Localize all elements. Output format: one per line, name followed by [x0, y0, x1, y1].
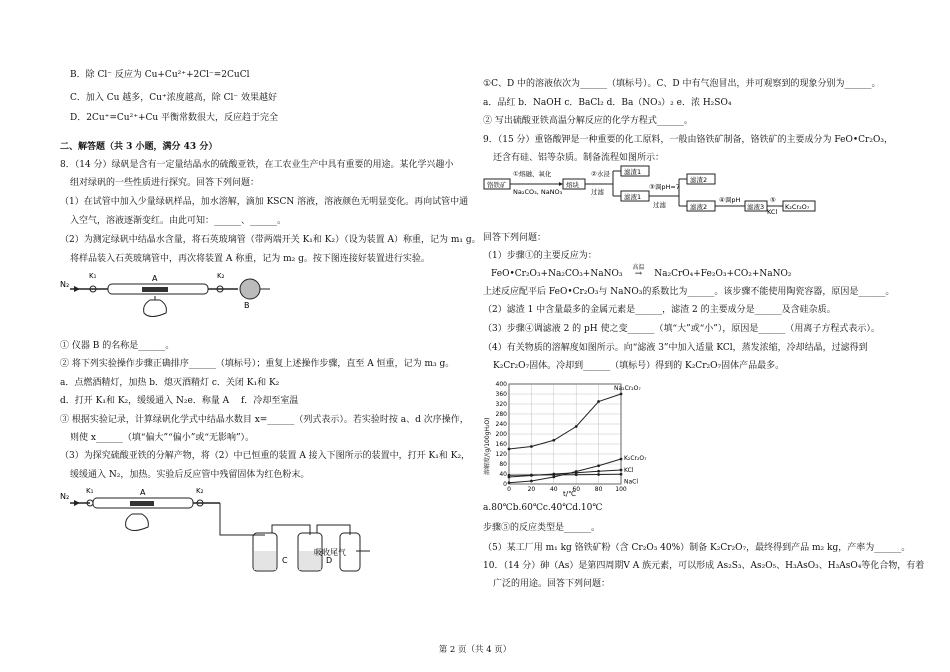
chart-y-label: 溶解度/(g/100gH₂O) — [484, 417, 491, 475]
option-d: D．2Cu⁺=Cu²⁺+Cu 平衡常数很大，反应趋于完全 — [70, 113, 279, 123]
fig2-a-label: A — [140, 488, 146, 497]
flow-step2-filter: 过滤 — [591, 188, 604, 196]
equation-arrow: 高温 → — [625, 268, 651, 280]
fig2-n2-label: N₂ — [60, 492, 70, 501]
apparatus-figure-1 — [60, 270, 290, 330]
q8-cd-options: a．品红 b．NaOH c．BaCl₂ d．Ba（NO₃）₂ e．浓 H₂SO₄ — [483, 98, 732, 108]
flow-step4-label: ④调pH — [719, 196, 741, 204]
drying-tube-b-icon — [240, 279, 260, 299]
chart-series-label: NaCl — [624, 478, 639, 486]
chart-y-tick: 160 — [495, 441, 507, 448]
q8-steps-1: a．点燃酒精灯，加热 b．熄灭酒精灯 c．关闭 K₁和 K₂ — [60, 378, 280, 388]
flow-melt: 熔块 — [566, 181, 579, 189]
q9-part4-b: K₂Cr₂O₇固体。冷却到______（填标号）得到的 K₂Cr₂O₇固体产品最多。 — [493, 361, 785, 371]
q8-part2-a: （2）为测定绿矾中结晶水含量，将石英玻璃管（带两端开关 K₁和 K₂）（设为装置 A）称重，记为 m₁ g。 — [60, 235, 481, 245]
flow-step5-label: ⑤ — [770, 196, 776, 204]
flow-kcl: KCl — [767, 208, 778, 216]
flow-filtrate-3: 滤液3 — [747, 203, 765, 211]
chart-series-label: K₂Cr₂O₇ — [624, 455, 647, 462]
chart-y-tick: 0 — [503, 481, 507, 488]
q9-equation — [491, 264, 792, 280]
sample-icon — [142, 287, 168, 292]
fig2-lamp-icon — [126, 514, 149, 531]
chart-x-tick: 80 — [594, 486, 603, 493]
fig2-d-label: D — [326, 556, 333, 565]
q8-part1-a: （1）在试管中加入少量绿矾样品，加水溶解，滴加 KSCN 溶液，溶液颜色无明显变化。再向试管中通 — [60, 197, 469, 207]
chart-x-tick: 0 — [507, 486, 511, 493]
chart-y-tick: 280 — [495, 411, 507, 418]
fig1-k1-label: K₁ — [89, 272, 97, 280]
flow-filtrate-2: 滤液2 — [690, 203, 708, 211]
q8-part3-b: 缓缓通入 N₂，加热。实验后反应管中残留固体为红色粉末。 — [70, 470, 310, 480]
chart-point — [575, 473, 578, 476]
chart-series-line — [509, 470, 621, 477]
chart-point — [597, 470, 600, 473]
flow-step1-label: ①熔融、氧化 — [513, 170, 552, 178]
option-c: C．加入 Cu 越多，Cu⁺浓度越高，除 Cl⁻ 效果越好 — [70, 93, 277, 103]
chart-point — [620, 473, 623, 476]
flow-step3-filter: 过滤 — [653, 201, 666, 209]
flow-step2-label: ②水浸 — [591, 170, 610, 178]
q9-stem-1: 9．（15 分）重铬酸钾是一种重要的化工原料，一般由铬铁矿制备，铬铁矿的主要成分为 FeO•Cr₂O₃， — [483, 135, 893, 145]
fig2-k2-label: K₂ — [196, 487, 204, 495]
chart-point — [552, 439, 555, 442]
chart-point — [620, 393, 623, 396]
q9-answer-prompt: 回答下列问题： — [483, 233, 547, 243]
option-b: B．除 Cl⁻ 反应为 Cu+Cu²⁺+2Cl⁻=2CuCl — [70, 70, 250, 80]
page-footer: 第 2 页（共 4 页） — [438, 645, 512, 655]
q8-part1-b: 入空气，溶液逐渐变红。由此可知：______、______。 — [70, 216, 287, 226]
chart-y-tick: 200 — [495, 431, 507, 438]
q9-stem-2: 还含有硅、铝等杂质。制备流程如图所示： — [493, 153, 665, 163]
q9-part2: （2）滤渣 1 中含量最多的金属元素是______，滤渣 2 的主要成分是______及含硅杂质。 — [483, 305, 836, 315]
flow-step3-label: ③调pH=7 — [649, 183, 680, 191]
q9-part4-a: （4）有关物质的溶解度如图所示。向“滤液 3”中加入适量 KCl，蒸发浓缩，冷却结晶，过滤得到 — [483, 343, 868, 353]
chart-point — [597, 473, 600, 476]
section-title: 二、解答题（共 3 小题，满分 43 分） — [60, 142, 218, 152]
flow-ore: 铬铁矿 — [487, 181, 507, 189]
chart-point — [508, 474, 511, 477]
flow-filtrate-1: 滤液1 — [624, 193, 642, 201]
chart-point — [508, 481, 511, 484]
chart-point — [530, 480, 533, 483]
chart-x-tick: 20 — [527, 486, 536, 493]
q8-steps-2: d．打开 K₁和 K₂，缓缓通入 N₂e．称量 A f．冷却至室温 — [60, 396, 299, 406]
q9-part3: （3）步骤④调滤液 2 的 pH 使之变______（填“大”或“小”），原因是______（用离子方程式表示）。 — [483, 324, 880, 334]
chart-x-tick: 40 — [549, 486, 558, 493]
q8-item2: ② 将下列实验操作步骤正确排序______（填标号）；重复上述操作步骤，直至 A 恒重，记为 m₃ g。 — [60, 359, 455, 369]
chart-point — [508, 448, 511, 451]
q8-cd-question: ①C、D 中的溶液依次为______（填标号）。C、D 中有气泡冒出，并可观察到的现象分别为______。 — [483, 79, 881, 89]
equation-reactants: FeO•Cr₂O₃+Na₂CO₃+NaNO₃ — [491, 269, 623, 279]
fig2-k1-label: K₁ — [86, 487, 94, 495]
fig2-tail-label: 吸收尾气 — [314, 548, 346, 557]
chart-point — [597, 400, 600, 403]
chart-series-label: KCl — [624, 467, 634, 474]
flow-step1-reagents: Na₂CO₃, NaNO₃ — [513, 188, 563, 196]
fig2-sample-icon — [130, 501, 154, 506]
q9-part4-c: 步骤⑤的反应类型是______。 — [483, 523, 601, 533]
equation-condition: 高温 — [632, 264, 645, 271]
process-flowchart — [483, 163, 903, 215]
q8-part3-a: （3）为探究硫酸亚铁的分解产物，将（2）中已恒重的装置 A 接入下图所示的装置中，打开 K₁和 K₂， — [60, 451, 471, 461]
q8-stem-2: 组对绿矾的一些性质进行探究。回答下列问题： — [70, 178, 260, 188]
q8-item3-a: ③ 根据实验记录，计算绿矾化学式中结晶水数目 x=______（列式表示）。若实验时按 a、d 次序操作， — [60, 415, 469, 425]
q9-part1: （1）步骤①的主要反应为： — [483, 251, 597, 261]
q10-stem-1: 10．（14 分）砷（As）是第四周期Ⅴ A 族元素，可以形成 As₂S₃、As₂O₅、H₃AsO₃、H₃AsO₄等化合物，有着 — [483, 561, 925, 571]
flow-product: K₂Cr₂O₇ — [785, 203, 810, 211]
chart-y-tick: 120 — [495, 451, 507, 458]
q9-part1-b: 上述反应配平后 FeO•Cr₂O₃与 NaNO₃的系数比为______。该步骤不能使用陶瓷容器，原因是______。 — [483, 287, 895, 297]
q9-temp-options: a.80℃b.60℃c.40℃d.10℃ — [483, 503, 603, 513]
chart-point — [597, 464, 600, 467]
chart-y-tick: 360 — [495, 391, 507, 398]
fig1-k2-label: K₂ — [217, 272, 225, 280]
q8-stem-1: 8．（14 分）绿矾是含有一定量结晶水的硫酸亚铁，在工农业生产中具有重要的用途。某化学兴趣小 — [60, 160, 454, 170]
flow-residue-2: 滤渣2 — [690, 176, 708, 184]
chart-y-tick: 320 — [495, 401, 507, 408]
q8-item3-b: 则使 x______（填“偏大”“偏小”或“无影响”）。 — [70, 433, 255, 443]
chart-point — [620, 469, 623, 472]
solubility-chart — [483, 380, 647, 500]
q8-part2-b: 将样品装入石英玻璃管中，再次将装置 A 称重，记为 m₂ g。按下图连接好装置进行实验。 — [70, 254, 430, 264]
chart-y-tick: 40 — [499, 471, 507, 478]
q8-item1: ① 仪器 B 的名称是______。 — [60, 341, 175, 351]
alcohol-lamp-icon — [144, 300, 167, 317]
chart-y-tick: 400 — [495, 381, 507, 388]
fig1-n2-label: N₂ — [60, 280, 70, 289]
chart-y-tick: 80 — [499, 461, 507, 468]
q10-stem-2: 广泛的用途。回答下列问题： — [493, 579, 611, 589]
chart-x-tick: 60 — [572, 486, 581, 493]
chart-point — [575, 425, 578, 428]
flow-filtrate-residue-1: 滤渣1 — [624, 168, 642, 176]
chart-point — [552, 473, 555, 476]
chart-series-line — [509, 394, 621, 449]
chart-x-label: t/℃ — [563, 490, 576, 498]
chart-series-line — [509, 474, 621, 475]
chart-y-tick: 240 — [495, 421, 507, 428]
fig1-b-label: B — [244, 301, 250, 310]
chart-series-label: Na₂Cr₂O₇ — [614, 385, 641, 392]
chart-x-tick: 100 — [615, 486, 627, 493]
fig1-a-label: A — [152, 274, 158, 283]
fig2-c-label: C — [282, 556, 288, 565]
apparatus-figure-2 — [60, 485, 390, 580]
q9-part5: （5）某工厂用 m₁ kg 铬铁矿粉（含 Cr₂O₃ 40%）制备 K₂Cr₂O₇，最终得到产品 m₂ kg，产率为______。 — [483, 543, 911, 553]
q8-equation-question: ② 写出硫酸亚铁高温分解反应的化学方程式______。 — [483, 116, 693, 126]
chart-point — [530, 445, 533, 448]
chart-point — [620, 458, 623, 461]
equation-products: Na₂CrO₄+Fe₂O₃+CO₂+NaNO₂ — [654, 269, 792, 279]
chart-point — [530, 474, 533, 477]
